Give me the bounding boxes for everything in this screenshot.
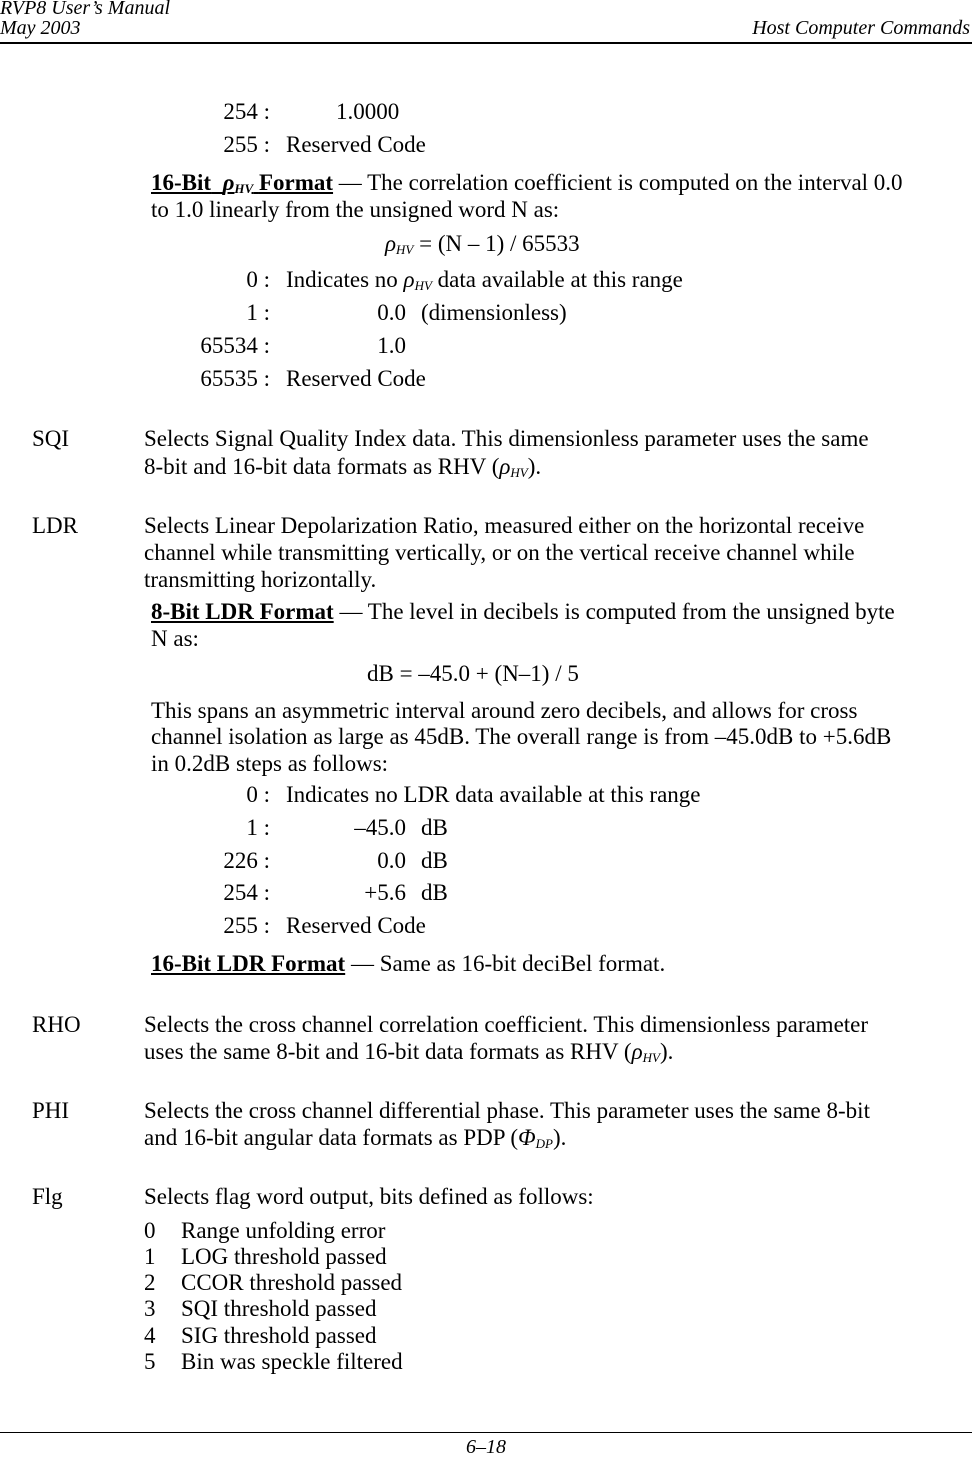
table-code: 0 : [246, 267, 270, 292]
phi-line1: Selects the cross channel differential phase. This parameter uses the same 8-bit [144, 1098, 870, 1123]
sqi-line1: Selects Signal Quality Index data. This dimensionless parameter uses the same [144, 426, 869, 451]
phi-line2: and 16-bit angular data formats as PDP $(\Phi_{DP})$. [144, 1125, 567, 1151]
table-value: Indicates no LDR data available at this range [286, 782, 701, 807]
flag-bit-label: LOG threshold passed [181, 1244, 387, 1269]
table-code: 65535 : [200, 366, 270, 391]
table-unit: dB [421, 880, 448, 905]
term-phi: PHI [32, 1098, 70, 1123]
header-rule [0, 42, 972, 44]
table-value: Reserved Code [286, 913, 426, 938]
table-code: 226 : [223, 848, 270, 873]
table-code: 254 : [223, 880, 270, 905]
ldr16-paragraph: 16-Bit LDR Format — Same as 16-bit deciBel format. [151, 951, 666, 976]
flag-bit-number: 0 [144, 1218, 156, 1243]
table-code: 0 : [246, 782, 270, 807]
flag-bit-label: Bin was speckle filtered [181, 1349, 403, 1374]
flag-bit-label: CCOR threshold passed [181, 1270, 403, 1295]
rho-line2: uses the same 8-bit and 16-bit data formats as RHV $(\rho_{HV})$. [144, 1039, 674, 1065]
ldr8-heading: 8-Bit LDR Format [151, 599, 334, 624]
table-code: 255 : [223, 913, 270, 938]
term-sqi: SQI [32, 426, 70, 451]
ldr-line: channel while transmitting vertically, or on the vertical receive channel while [144, 540, 855, 565]
term-ldr: LDR [32, 513, 78, 538]
rho-symbol: ρ [499, 454, 511, 479]
rhv16-paragraph: 16-Bit $\rho_{HV}$ Format — The correlation coefficient is computed on the interval 0.0 [151, 170, 903, 196]
rho-symbol: ρ [403, 267, 415, 292]
ldr-span-line: in 0.2dB steps as follows: [151, 751, 389, 776]
table-unit: dB [421, 815, 448, 840]
rhv16-heading: 16-Bit $\rho_{HV}$ Format [151, 170, 334, 196]
rho-symbol: ρ [222, 170, 235, 195]
header-manual-title: RVP8 User’s Manual [0, 0, 170, 19]
phi-symbol: Φ [518, 1125, 536, 1150]
header-section-title: Host Computer Commands [752, 17, 970, 39]
rho-symbol: ρ [385, 231, 397, 256]
flag-bit-number: 2 [144, 1270, 156, 1295]
table-code: 1 : [246, 815, 270, 840]
ldr8-line2: N as: [151, 626, 199, 651]
table-value: +5.6 [364, 880, 406, 905]
ldr-line: Selects Linear Depolarization Ratio, measured either on the horizontal receive [144, 513, 865, 538]
term-rho: RHO [32, 1012, 81, 1037]
table-value: 1.0000 [336, 99, 400, 124]
table-value: 0.0 [377, 848, 406, 873]
table-code: 254 : [223, 99, 270, 124]
table-value: 0.0 [377, 300, 406, 325]
flag-bit-label: SQI threshold passed [181, 1296, 377, 1321]
rho-symbol: ρ [631, 1039, 643, 1064]
ldr-line: transmitting horizontally. [144, 567, 377, 592]
page-number: 6–18 [466, 1436, 506, 1458]
flg-line1: Selects flag word output, bits defined as follows: [144, 1184, 594, 1209]
rhv16-text-line2: to 1.0 linearly from the unsigned word N as: [151, 197, 560, 222]
ldr-span-line: channel isolation as large as 45dB. The overall range is from –45.0dB to +5.6dB [151, 724, 892, 749]
ldr16-heading: 16-Bit LDR Format [151, 951, 346, 976]
term-flg: Flg [32, 1184, 63, 1209]
flag-bit-label: Range unfolding error [181, 1218, 386, 1243]
sqi-line2: 8-bit and 16-bit data formats as RHV $(\rho_{HV})$. [144, 454, 542, 480]
table-code: 65534 : [200, 333, 270, 358]
table-value: 1.0 [377, 333, 406, 358]
table-value: Reserved Code [286, 132, 426, 157]
ldr-span-line: This spans an asymmetric interval around zero decibels, and allows for cross [151, 698, 858, 723]
header-date: May 2003 [0, 17, 81, 39]
flag-bit-label: SIG threshold passed [181, 1323, 377, 1348]
table-code: 1 : [246, 300, 270, 325]
flag-bit-number: 1 [144, 1244, 156, 1269]
flag-bit-number: 5 [144, 1349, 156, 1374]
rhv16-formula: $\rho_{HV} = (N - 1) / 65533$ [385, 231, 580, 257]
table-unit: dB [421, 848, 448, 873]
flag-bit-number: 3 [144, 1296, 156, 1321]
table-value: –45.0 [354, 815, 406, 840]
table-value: Reserved Code [286, 366, 426, 391]
table-value: Indicates no $\rho_{HV}$ data available at this range [286, 267, 683, 293]
ldr8-paragraph: 8-Bit LDR Format — The level in decibels is computed from the unsigned byte [151, 599, 895, 624]
rho-line1: Selects the cross channel correlation coefficient. This dimensionless parameter [144, 1012, 869, 1037]
table-unit: (dimensionless) [421, 300, 567, 325]
table-code: 255 : [223, 132, 270, 157]
footer-rule [0, 1432, 972, 1433]
flag-bit-number: 4 [144, 1323, 156, 1348]
ldr8-formula: dB = –45.0 + (N–1) / 5 [367, 661, 579, 686]
